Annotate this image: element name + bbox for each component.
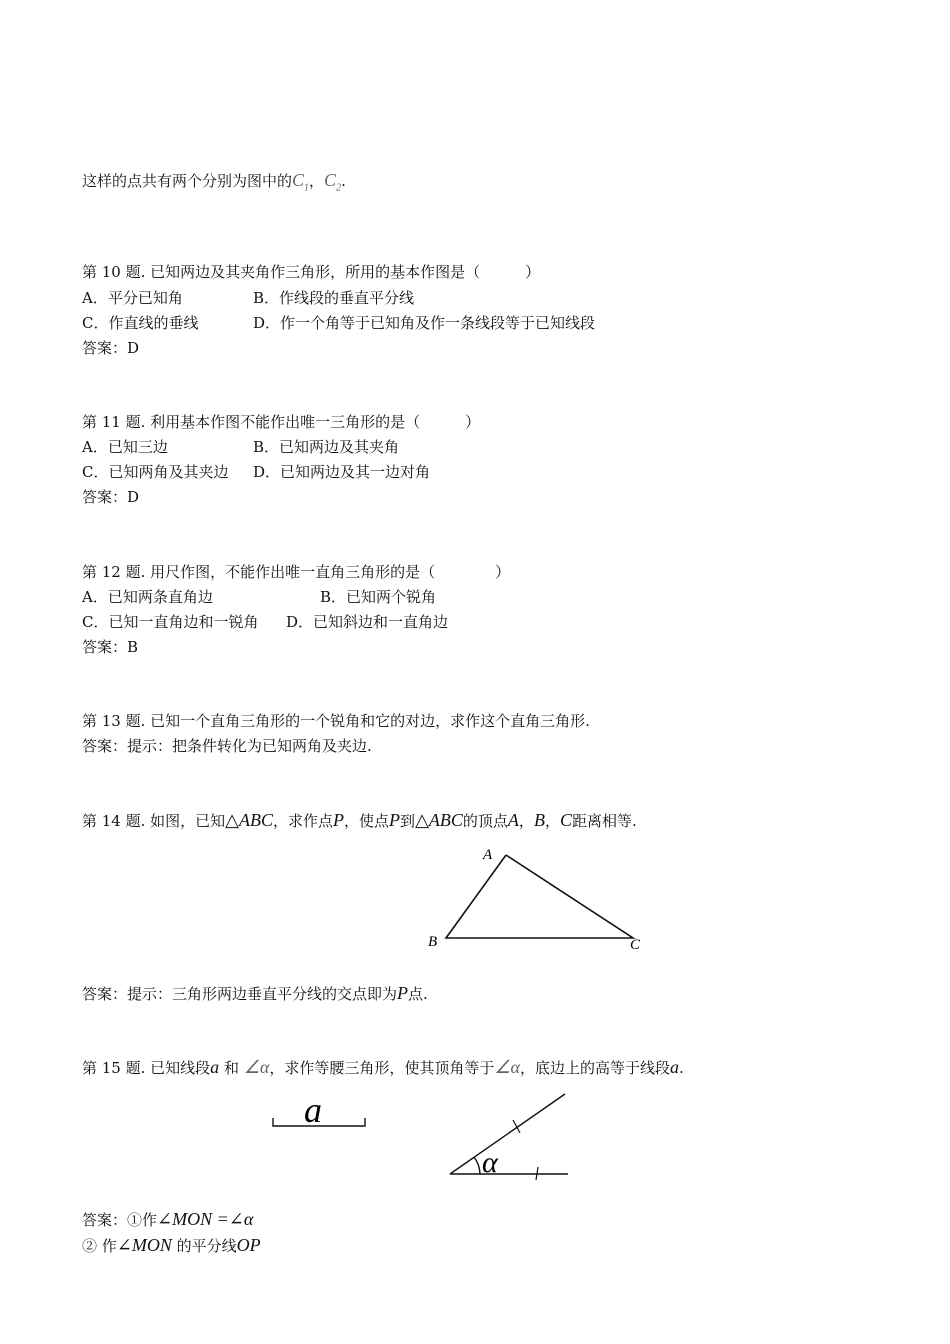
q12-option-c: C．已知一直角边和一锐角 bbox=[82, 613, 259, 631]
vertex-b: B bbox=[533, 810, 545, 830]
segment-a: a bbox=[669, 1057, 679, 1077]
label-c: C bbox=[630, 937, 641, 953]
segment-a-label: a bbox=[304, 1090, 322, 1130]
q10-option-b: B．作线段的垂直平分线 bbox=[253, 289, 415, 307]
intro-text: 这样的点共有两个分别为图中的 bbox=[82, 172, 293, 190]
q15-answer-2: ② 作∠MON 的平分线OP bbox=[82, 1235, 261, 1255]
q15-stem: 第 15 题. 已知线段a 和 ∠α，求作等腰三角形，使其顶角等于∠α，底边上的高等于线段a. bbox=[82, 1057, 684, 1077]
q11-stem: 第 11 题. 利用基本作图不能作出唯一三角形的是（ ） bbox=[82, 413, 481, 431]
angle-alpha-label: α bbox=[482, 1146, 498, 1179]
q14-answer: 答案：提示：三角形两边垂直平分线的交点即为P点. bbox=[82, 983, 428, 1003]
q11-option-d: D．已知两边及其一边对角 bbox=[253, 463, 431, 481]
angle-alpha: ∠α bbox=[243, 1057, 270, 1077]
vertex-c: C bbox=[559, 810, 572, 830]
q12-answer: 答案：B bbox=[82, 638, 139, 656]
q12-stem: 第 12 题. 用尺作图，不能作出唯一直角三角形的是（ ） bbox=[82, 563, 511, 581]
angle-mon-eq-alpha: ∠MON =∠α bbox=[157, 1209, 254, 1229]
angle-alpha: ∠α bbox=[494, 1057, 520, 1077]
triangle-abc: △ABC bbox=[415, 810, 463, 830]
ray-op: OP bbox=[236, 1235, 261, 1255]
angle-alpha-figure bbox=[440, 1088, 580, 1188]
q11-option-c: C．已知两角及其夹边 bbox=[82, 463, 229, 481]
angle-arc bbox=[474, 1157, 480, 1174]
q11-option-a: A．已知三边 bbox=[82, 438, 168, 456]
q13-stem: 第 13 题. 已知一个直角三角形的一个锐角和它的对边，求作这个直角三角形. bbox=[82, 712, 590, 730]
triangle-figure bbox=[420, 845, 660, 955]
label-b: B bbox=[428, 934, 438, 950]
triangle-abc: △ABC bbox=[225, 810, 274, 830]
intro-line: 这样的点共有两个分别为图中的$C_1$，$C_2$. bbox=[82, 170, 346, 194]
segment-a-figure bbox=[268, 1090, 378, 1140]
q10-option-d: D．作一个角等于已知角及作一条线段等于已知线段 bbox=[253, 314, 596, 332]
q15-answer-1: 答案：①作∠MON =∠α bbox=[82, 1209, 254, 1229]
vertex-a: A bbox=[507, 810, 519, 830]
q12-option-b: B．已知两个锐角 bbox=[320, 588, 437, 606]
point-p: P bbox=[333, 810, 345, 830]
point-c2: $C_2$ bbox=[324, 170, 342, 194]
q12-option-d: D．已知斜边和一直角边 bbox=[286, 613, 449, 631]
point-c1: $C_1$ bbox=[292, 170, 310, 194]
angle-mon: ∠MON bbox=[116, 1235, 172, 1255]
triangle-outline bbox=[446, 855, 633, 938]
angle-ray-upper bbox=[450, 1094, 565, 1174]
q12-option-a: A．已知两条直角边 bbox=[82, 588, 213, 606]
q11-option-b: B．已知两边及其夹角 bbox=[253, 438, 400, 456]
q10-option-a: A．平分已知角 bbox=[82, 289, 183, 307]
q10-option-c: C．作直线的垂线 bbox=[82, 314, 199, 332]
q13-answer: 答案：提示：把条件转化为已知两角及夹边. bbox=[82, 737, 372, 755]
q10-answer: 答案：D bbox=[82, 339, 140, 357]
point-p: P bbox=[389, 810, 401, 830]
point-p: P bbox=[397, 983, 409, 1003]
segment-a: a bbox=[210, 1057, 220, 1077]
label-a: A bbox=[483, 847, 493, 863]
q10-stem: 第 10 题. 已知两边及其夹角作三角形，所用的基本作图是（ ） bbox=[82, 263, 541, 281]
q11-answer: 答案：D bbox=[82, 488, 140, 506]
q14-stem: 第 14 题. 如图，已知△ABC，求作点P，使点P到△ABC的顶点A，B，C距离相等. bbox=[82, 810, 637, 830]
